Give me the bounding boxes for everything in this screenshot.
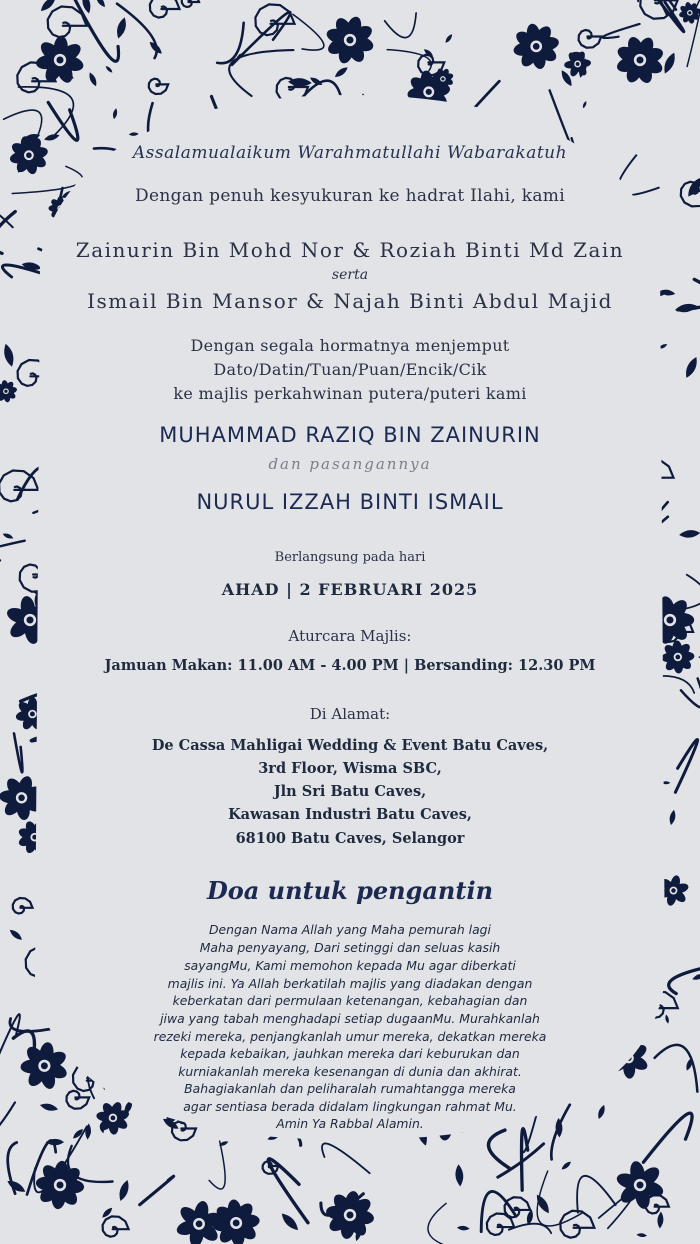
- doa-title: Doa untuk pengantin: [206, 876, 494, 905]
- invitation-line-1: Dengan segala hormatnya menjemput: [190, 336, 510, 355]
- bride-parents: Ismail Bin Mansor & Najah Binti Abdul Majid: [87, 289, 613, 313]
- parents-conjunction: serta: [331, 267, 369, 283]
- prayer-line: Bahagiakanlah dan peliharalah rumahtangga mereka: [184, 1081, 516, 1096]
- prayer-line: agar sentiasa berada didalam lingkungan rahmat Mu.: [183, 1099, 517, 1114]
- prayer-line: kepada kebaikan, jauhkan mereka dari keburukan dan: [180, 1046, 520, 1061]
- address-line: 3rd Floor, Wisma SBC,: [258, 760, 442, 777]
- address-line: De Cassa Mahligai Wedding & Event Batu Caves,: [151, 737, 549, 754]
- prayer-line: kurniakanlah mereka kesenangan di dunia dan akhirat.: [178, 1064, 522, 1079]
- prayer-line: rezeki mereka, penjangkanlah umur mereka, dekatkan mereka: [153, 1029, 547, 1044]
- address-label: Di Alamat:: [309, 705, 391, 723]
- address-line: Kawasan Industri Batu Caves,: [228, 806, 472, 823]
- address-line: Jln Sri Batu Caves,: [273, 783, 427, 800]
- bride-name: NURUL IZZAH BINTI ISMAIL: [196, 490, 504, 514]
- prayer-line: Maha penyayang, Dari setinggi dan seluas kasih: [199, 940, 501, 955]
- prayer-line: sayangMu, Kami memohon kepada Mu agar diberkati: [184, 958, 516, 973]
- prayer-line: jiwa yang tabah menghadapi setiap dugaanMu. Murahkanlah: [160, 1011, 540, 1026]
- groom-parents: Zainurin Bin Mohd Nor & Roziah Binti Md Zain: [75, 238, 625, 262]
- prayer-line: Amin Ya Rabbal Alamin.: [276, 1116, 424, 1131]
- invitation-line-2: Dato/Datin/Tuan/Puan/Encik/Cik: [213, 360, 487, 379]
- couple-connector: dan pasangannya: [268, 455, 432, 473]
- event-schedule: Jamuan Makan: 11.00 AM - 4.00 PM | Bersanding: 12.30 PM: [104, 657, 596, 674]
- groom-name: MUHAMMAD RAZIQ BIN ZAINURIN: [159, 423, 541, 447]
- prayer-line: keberkatan dari permulaan ketenangan, kebahagian dan: [172, 993, 528, 1008]
- intro-text: Dengan penuh kesyukuran ke hadrat Ilahi, kami: [135, 186, 565, 206]
- event-date: AHAD | 2 FEBRUARI 2025: [221, 580, 479, 599]
- schedule-label: Aturcara Majlis:: [288, 627, 412, 645]
- prayer-line: majlis ini. Ya Allah berkatilah majlis yang diadakan dengan: [167, 976, 533, 991]
- greeting-text: Assalamualaikum Warahmatullahi Wabarakatuh: [132, 143, 568, 163]
- prayer-line: Dengan Nama Allah yang Maha pemurah lagi: [209, 922, 491, 937]
- invitation-line-3: ke majlis perkahwinan putera/puteri kami: [173, 384, 527, 403]
- date-label: Berlangsung pada hari: [274, 550, 426, 565]
- address-line: 68100 Batu Caves, Selangor: [235, 830, 465, 847]
